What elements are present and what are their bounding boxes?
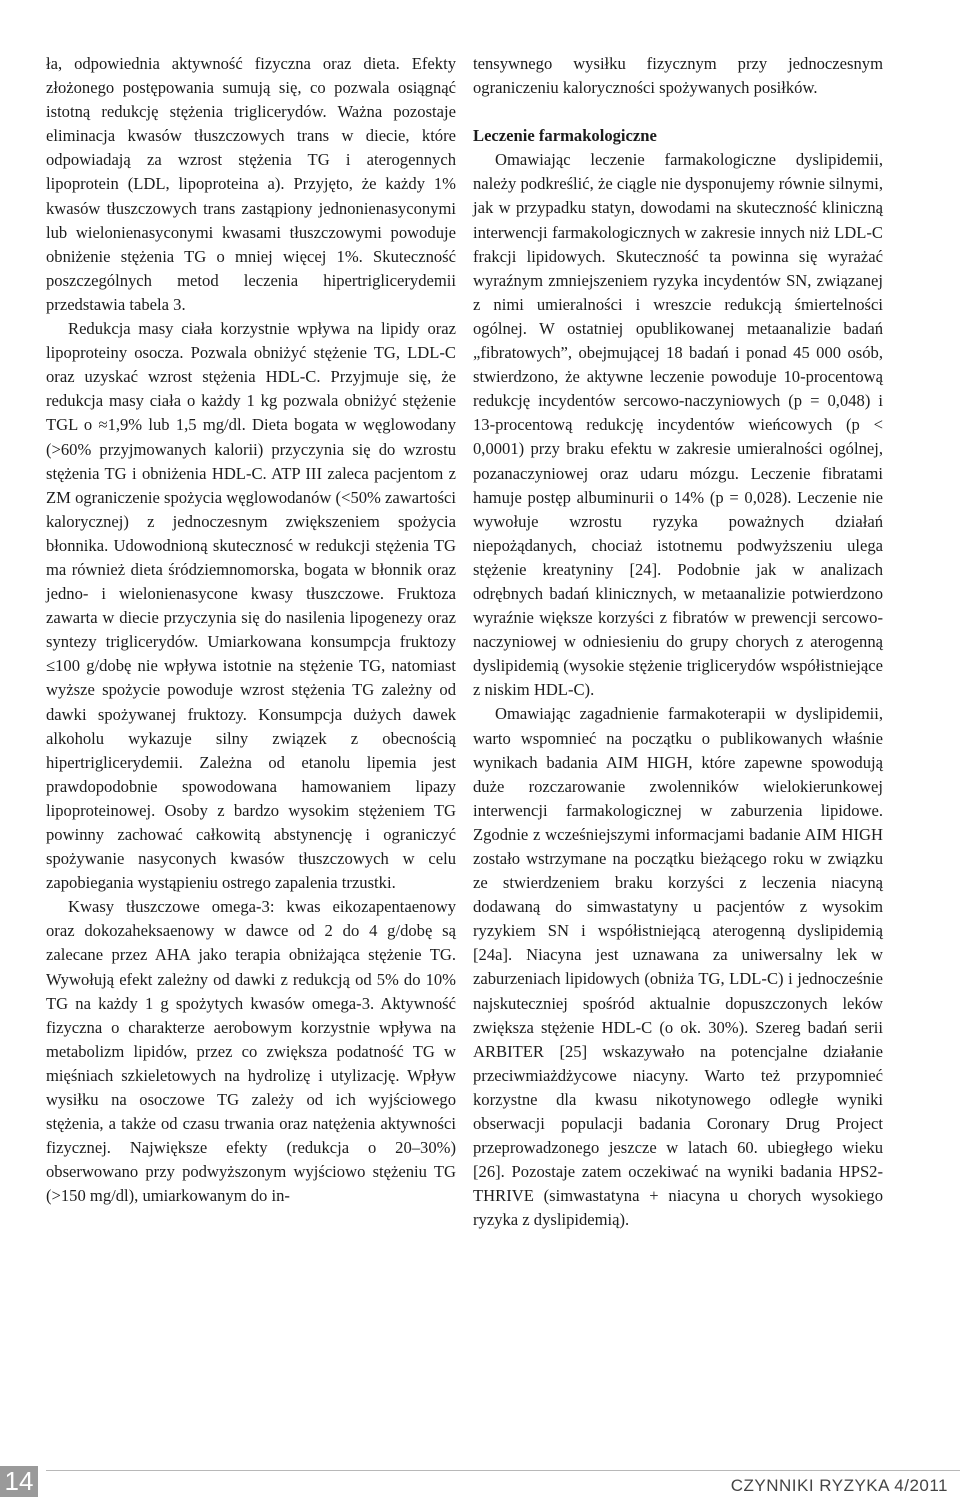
paragraph: Kwasy tłuszczowe omega-3: kwas eikozapentaenowy oraz dokozaheksaenowy w dawce od 2 do 4 g/dobę są zalecane przez AHA jako terapia obniżająca stężenie TG. Wywołują efekt zależny od dawki z redukcją od 5% do 10% TG na każdy 1 g spożytych kwasów omega-3. Aktywność fizyczna o charakterze aerobowym korzystnie wpływa na metabolizm lipidów, przez co zwiększa podatność TG w mięśniach szkieletowych na hydrolizę i utylizację. Wpływ wysiłku na osoczowe TG zależy od ich wyjściowego stężenia, a także od czasu trwania oraz natężenia aktywności fizycznej. Największe efekty (redukcja o 20–30%) obserwowano przy podwyższonym wyjściowo stężeniu TG (>150 mg/dl), umiarkowanym do in- [46, 897, 456, 1206]
footer-rule [46, 1470, 960, 1471]
left-column [46, 52, 456, 1209]
right-column [473, 52, 883, 1233]
paragraph: Omawiając leczenie farmakologiczne dyslipidemii, należy podkreślić, że ciągle nie dysponujemy równie silnymi, jak w przypadku statyn, dowodami na skuteczność kliniczną interwencji farmakologicznych w zakresie innych niż LDL-C frakcji lipidowych. Skuteczność ta powinna się wyrażać wyraźnym zmniejszeniem ryzyka incydentów SN, związanej z nimi umieralności i wreszcie redukcją śmiertelności ogólnej. W ostatniej opublikowanej metaanalizie badań „fibratowych”, obejmującej 18 badań i ponad 45 000 osób, stwierdzono, że aktywne leczenie powoduje 10-procentową redukcję incydentów sercowo-naczyniowych (p = 0,048) i 13-procentową redukcję incydentów wieńcowych (p < 0,0001) przy braku efektu w zakresie umieralności ogólnej, pozanaczyniowej oraz udaru mózgu. Leczenie fibratami hamuje postęp albuminurii o 14% (p = 0,028). Leczenie nie wywołuje wzrostu ryzyka poważnych działań niepożądanych, chociaż istotnemu podwyższeniu ulega stężenie kreatyniny [24]. Podobnie jak w analizach odrębnych badań klinicznych, w metaanalizie potwierdzono wyraźnie większe korzyści z fibratów w prewencji sercowo-naczyniowej w odniesieniu do grupy chorych z aterogenną dyslipidemią (wysokie stężenie triglicerydów współistniejące z niskim HDL-C). [473, 150, 883, 700]
spacer [473, 100, 883, 124]
paragraph: Redukcja masy ciała korzystnie wpływa na lipidy oraz lipoproteiny osocza. Pozwala obniżyć stężenie TG, LDL-C oraz uzyskać wzrost stężenia HDL-C. Przyjmuje się, że redukcja masy ciała o każdy 1 kg pozwala obniżyć stężenie TGL o ≈1,9% lub 1,5 mg/dl. Dieta bogata w węglowodany (>60% przyjmowanych kalorii) przyczynia się do wzrostu stężenia TG i obniżenia HDL-C. ATP III zaleca pacjentom z ZM ograniczenie spożycia węglowodanów (<50% zawartości kalorycznej) z jednoczesnym zwiększeniem spożycia błonnika. Udowodnioną skutecznosć w redukcji stężenia TG ma również dieta śródziemnomorska, bogata w błonnik oraz jedno- i wielonienasycone kwasy tłuszczowe. Fruktoza zawarta w diecie przyczynia się do nasilenia lipogenezy oraz syntezy triglicerydów. Umiarkowana konsumpcja fruktozy ≤100 g/dobę nie wpływa istotnie na stężenie TG, natomiast wyższe spożycie powoduje wzrost stężenia TG zależny od dawki spożywanej fruktozy. Konsumpcja dużych dawek alkoholu wykazuje silny związek z obecnością hipertriglicerydemii. Zależna od etanolu lipemia jest prawdopodobnie spowodowana hamowaniem lipazy lipoproteinowej. Osoby z bardzo wysokim stężeniem TG powinny zachować całkowitą abstynencję i ograniczyć spożywanie nasyconych kwasów tłuszczowych w celu zapobiegania wystąpieniu ostrego zapalenia trzustki. [46, 319, 456, 893]
paragraph: Omawiając zagadnienie farmakoterapii w dyslipidemii, warto wspomnieć na początku o publikowanych właśnie wynikach badania AIM HIGH, które zapewne spowodują duże rozczarowanie zwolenników wielokierunkowej interwencji farmakologicznej w zaburzenia lipidowe. Zgodnie z wcześniejszymi informacjami badanie AIM HIGH zostało wstrzymane na początku bieżącego roku w związku ze stwierdzeniem braku korzyści z leczenia niacyną dodawaną do simwastatyny u pacjentów z wysokim ryzykiem SN i współistniejącą aterogenną dyslipidemią [24a]. Niacyna jest uznawana za uniwersalny lek w zaburzeniach lipidowych (obniża TG, LDL-C) i jednocześnie najskuteczniej spośród aktualnie dopuszczonych leków zwiększa stężenie HDL-C (o ok. 30%). Szereg badań serii ARBITER [25] wskazywało na potencjalne działanie przeciwmiażdżycowe niacyny. Warto też przypomnieć korzystne dla kwasu nikotynowego odległe wyniki obserwacji populacji badania Coronary Drug Project przeprowadzonego jeszcze w latach 60. ubiegłego wieku [26]. Pozostaje zatem oczekiwać na wyniki badania HPS2-THRIVE (simwastatyna + niacyna u chorych wysokiego ryzyka z dyslipidemią). [473, 704, 883, 1230]
journal-title: CZYNNIKI RYZYKA 4/2011 [730, 1476, 948, 1495]
paragraph: ła, odpowiednia aktywność fizyczna oraz dieta. Efekty złożonego postępowania sumują się, co pozwala osiągnąć istotną redukcję stężenia triglicerydów. Ważna pozostaje eliminacja kwasów tłuszczowych trans w diecie, które odpowiadają za wzrost stężenia TG i aterogennych lipoprotein (LDL, lipoproteina a). Przyjęto, że każdy 1% kwasów tłuszczowych trans zastąpiony jednonienasyconymi lub wielonienasyconymi kwasami tłuszczowymi powoduje obniżenie stężenia TG o mniej więcej 1%. Skuteczność poszczególnych metod leczenia hipertriglicerydemii przedstawia tabela 3. [46, 54, 456, 314]
section-heading: Leczenie farmakologiczne [473, 126, 657, 146]
paragraph: tensywnego wysiłku fizycznym przy jednoczesnym ograniczeniu kaloryczności spożywanych posiłków. [473, 54, 883, 98]
page-number: 14 [0, 1466, 38, 1497]
